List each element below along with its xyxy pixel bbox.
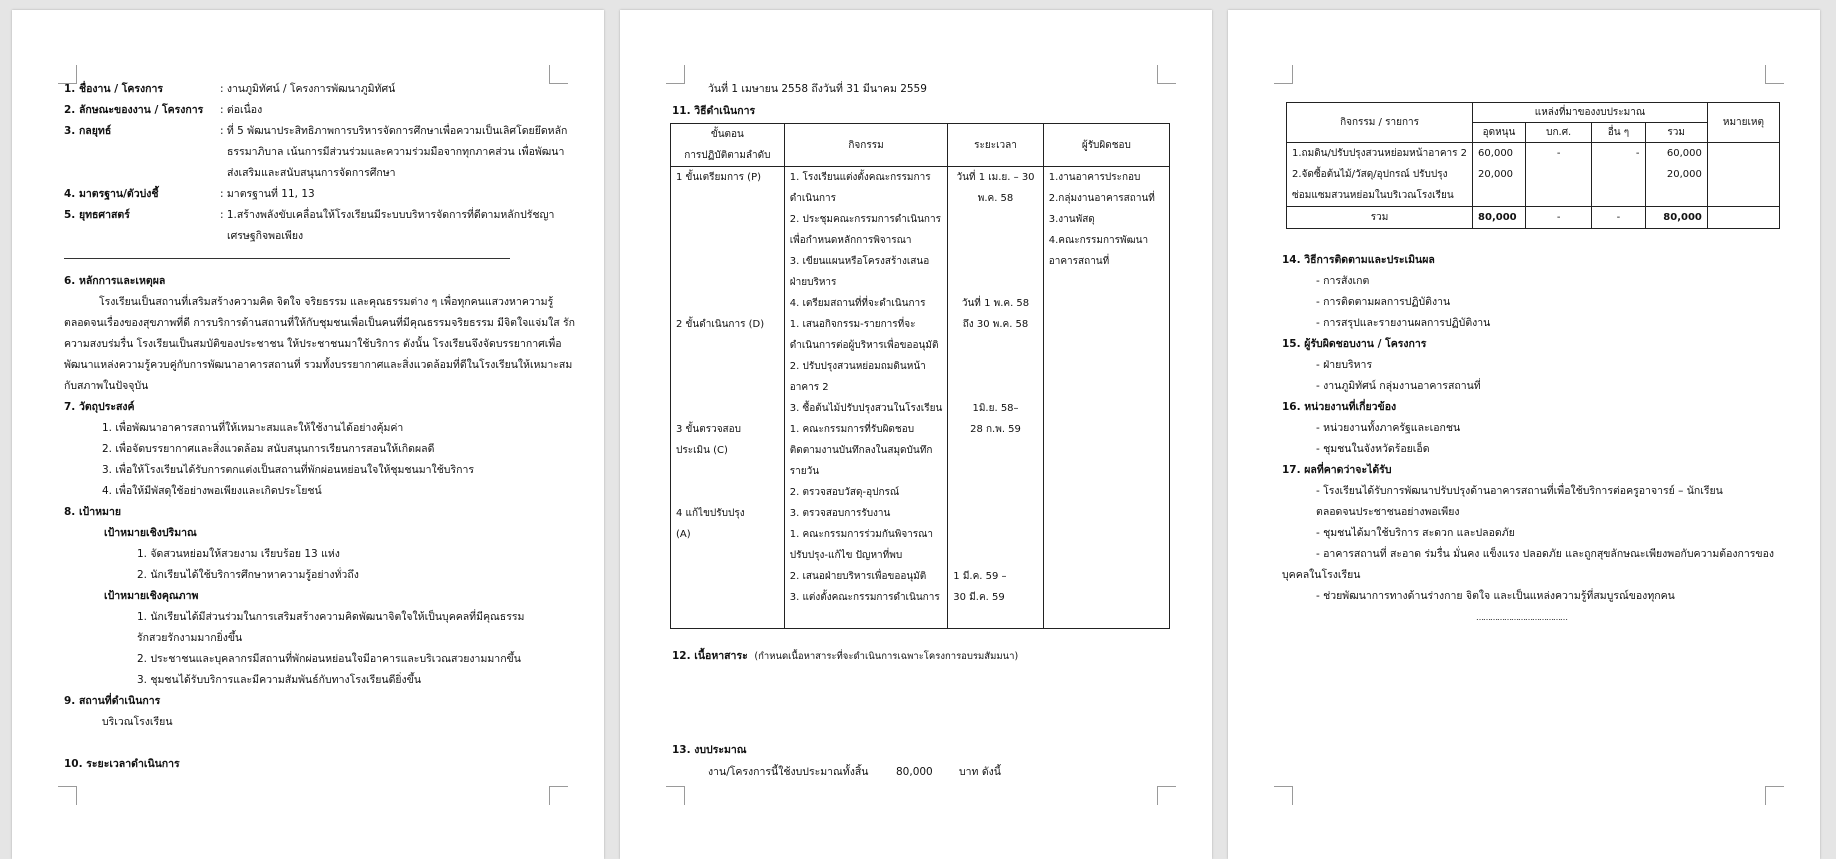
section-15-item: - ฝ่ายบริหาร	[1316, 359, 1373, 371]
target-item: รักสวยรักงามมากยิ่งขึ้น	[137, 632, 243, 644]
period-line: 1มิ.ย. 58–	[972, 403, 1019, 414]
responsible-line: 3.งานพัสดุ	[1048, 214, 1095, 225]
responsible-cell	[1043, 167, 1169, 629]
period-line: 30 มี.ค. 59	[953, 592, 1005, 603]
section-1-label: 1. ชื่องาน / โครงการ	[64, 83, 164, 95]
step-header-line: ขั้นตอน	[710, 129, 744, 140]
target-item: 2. ประชาชนและบุคลากรมีสถานที่พักผ่อนหย่อนใจมีอาคารและบริเวณสวยงามมากขึ้น	[137, 653, 521, 665]
section-15-heading: 15. ผู้รับผิดชอบงาน / โครงการ	[1282, 338, 1427, 350]
activity-line: 1. เสนอกิจกรรม-รายการที่จะ	[789, 319, 916, 330]
stage-step-line: 2 ขั้นดำเนินการ (D)	[676, 319, 765, 330]
responsible-line: 4.คณะกรรมการพัฒนา	[1048, 235, 1149, 246]
result-line: - อาคารสถานที่ สะอาด ร่มรื่น มั่นคง แข็งแรง ปลอดภัย และถูกสุขลักษณะเพียงพอกับความต้องการของ	[1316, 548, 1775, 560]
budget-subheader: บก.ศ.	[1525, 123, 1592, 143]
budget-total-bks: -	[1525, 207, 1592, 229]
crop-mark	[549, 65, 568, 84]
objective-item: 2. เพื่อจัดบรรยากาศและสิ่งแวดล้อม สนับสนุนการเรียนการสอนให้เกิดผลดี	[102, 443, 435, 455]
budget-amount: 80,000	[896, 766, 933, 778]
activity-header: กิจกรรม	[784, 124, 948, 167]
section-1-value: : งานภูมิทัศน์ / โครงการพัฒนาภูมิทัศน์	[220, 83, 396, 95]
period-header: ระยะเวลา	[948, 124, 1043, 167]
activity-line: ปรับปรุง-แก้ไข ปัญหาที่พบ	[789, 550, 903, 561]
budget-value: -	[1556, 148, 1561, 159]
activity-line: 2. ตรวจสอบวัสดุ-อุปกรณ์	[789, 487, 900, 498]
paragraph-line: ตลอดจนเรื่องของสุขภาพที่ดี การบริการด้านสถานที่ให้กับชุมชนเพื่อเป็นคนที่มีคุณธรรมจริยธรรม มีจิตใจแจ่มใส รัก	[64, 317, 575, 329]
budget-subheader: อื่น ๆ	[1592, 123, 1645, 143]
budget-total-subsidy: 80,000	[1473, 207, 1526, 229]
objective-item: 3. เพื่อให้โรงเรียนได้รับการตกแต่งเป็นสถานที่พักผ่อนหย่อนใจให้ชุมชนมาใช้บริการ	[102, 464, 474, 476]
section-13-heading: 13. งบประมาณ	[672, 744, 747, 756]
section-9-value: บริเวณโรงเรียน	[102, 716, 173, 728]
crop-mark	[666, 65, 685, 84]
budget-subheader: อุดหนุน	[1473, 123, 1526, 143]
budget-unit: บาท ดังนี้	[959, 766, 1001, 778]
activity-line: 3. ตรวจสอบการรับงาน	[789, 508, 891, 519]
crop-mark	[1157, 65, 1176, 84]
responsible-line: 2.กลุ่มงานอาคารสถานที่	[1048, 193, 1155, 204]
section-4-value: : มาตรฐานที่ 11, 13	[220, 188, 315, 200]
budget-activity-header: กิจกรรม / รายการ	[1287, 103, 1473, 143]
section-12-heading: 12. เนื้อหาสาระ	[672, 650, 748, 662]
activity-line: 2. ปรับปรุงสวนหย่อมถมดินหน้า	[789, 361, 926, 372]
result-line: - ช่วยพัฒนาการทางด้านร่างกาย จิตใจ และเป็นแหล่งความรู้ที่สมบูรณ์ของทุกคน	[1316, 590, 1675, 602]
period-line: 28 ก.พ. 59	[970, 424, 1021, 435]
budget-row	[1287, 143, 1780, 207]
section-3-label: 3. กลยุทธ์	[64, 125, 112, 137]
period-line: วันที่ 1 พ.ค. 58	[961, 298, 1030, 309]
crop-mark	[58, 786, 77, 805]
crop-mark	[1274, 786, 1293, 805]
crop-mark	[666, 786, 685, 805]
result-line: ตลอดจนประชาชนอย่างพอเพียง	[1316, 506, 1460, 518]
section-9-heading: 9. สถานที่ดำเนินการ	[64, 695, 161, 707]
step-header	[671, 124, 785, 167]
budget-text: งาน/โครงการนี้ใช้งบประมาณทั้งสิ้น	[708, 766, 869, 778]
stage-step-line: ประเมิน (C)	[676, 445, 728, 456]
section-17-heading: 17. ผลที่คาดว่าจะได้รับ	[1282, 464, 1392, 476]
activity-line: 2. เสนอฝ่ายบริหารเพื่อขออนุมัติ	[789, 571, 927, 582]
activity-line: เพื่อกำหนดหลักการพิจารณา	[789, 235, 912, 246]
step-header-line: การปฏิบัติตามลำดับ	[684, 150, 771, 161]
target-item: 1. นักเรียนได้มีส่วนร่วมในการเสริมสร้างความคิดพัฒนาจิตใจให้เป็นบุคคลที่มีคุณธรรม	[137, 611, 525, 623]
section-14-item: - การติดตามผลการปฏิบัติงาน	[1316, 296, 1451, 308]
budget-other-cell	[1592, 143, 1645, 207]
section-14-item: - การสรุปและรายงานผลการปฏิบัติงาน	[1316, 317, 1491, 329]
activity-line: 3. เขียนแผนหรือโครงสร้างเสนอ	[789, 256, 930, 267]
budget-total-remark	[1707, 207, 1779, 229]
crop-mark	[1765, 786, 1784, 805]
activity-line: 1. คณะกรรมการที่รับผิดชอบ	[789, 424, 915, 435]
period-line: พ.ค. 58	[977, 193, 1014, 204]
budget-total-cell	[1645, 143, 1707, 207]
activity-line: 3. ซื้อต้นไม้ปรับปรุงสวนในโรงเรียน	[789, 403, 943, 414]
budget-source-header: แหล่งที่มาของงบประมาณ	[1473, 103, 1708, 123]
budget-remark-cell	[1707, 143, 1779, 207]
budget-subsidy-cell	[1473, 143, 1526, 207]
activity-line: ฝ่ายบริหาร	[789, 277, 837, 288]
stage-step-line: 1 ขั้นเตรียมการ (P)	[676, 172, 761, 183]
section-10-heading: 10. ระยะเวลาดำเนินการ	[64, 758, 180, 770]
section-3-line: ส่งเสริมและสนับสนุนการจัดการศึกษา	[227, 167, 396, 179]
budget-value: 20,000	[1666, 169, 1702, 180]
budget-total-row	[1287, 207, 1780, 229]
budget-bks-cell	[1525, 143, 1592, 207]
periods-cell	[948, 167, 1043, 629]
objective-item: 4. เพื่อให้มีพัสดุใช้อย่างพอเพียงและเกิดประโยชน์	[102, 485, 322, 497]
section-14-item: - การสังเกต	[1316, 275, 1370, 287]
quant-target-heading: เป้าหมายเชิงปริมาณ	[104, 527, 197, 539]
section-11-heading: 11. วิธีดำเนินการ	[672, 105, 756, 117]
section-5-line: เศรษฐกิจพอเพียง	[227, 230, 304, 242]
stage-step-line: (A)	[676, 529, 691, 540]
steps-cell	[671, 167, 785, 629]
document-page-3	[1228, 10, 1820, 859]
responsible-header: ผู้รับผิดชอบ	[1043, 124, 1169, 167]
activities-cell	[784, 167, 948, 629]
section-8-heading: 8. เป้าหมาย	[64, 506, 121, 518]
budget-total-label: รวม	[1287, 207, 1473, 229]
budget-value: 60,000	[1478, 148, 1514, 159]
section-15-item: - งานภูมิทัศน์ กลุ่มงานอาคารสถานที่	[1316, 380, 1481, 392]
section-3-line: : ที่ 5 พัฒนาประสิทธิภาพการบริหารจัดการศึกษาเพื่อความเป็นเลิศโดยยึดหลัก	[220, 125, 568, 137]
budget-value: -	[1635, 148, 1640, 159]
paragraph-line: กับสภาพในปัจจุบัน	[64, 380, 149, 392]
section-divider	[64, 258, 510, 259]
period-line: วันที่ 1 เม.ย. – 30	[956, 172, 1035, 183]
section-7-heading: 7. วัตถุประสงค์	[64, 401, 135, 413]
section-16-item: - ชุมชนในจังหวัดร้อยเอ็ด	[1316, 443, 1430, 455]
objective-item: 1. เพื่อพัฒนาอาคารสถานที่ให้เหมาะสมและให้ใช้งานได้อย่างคุ้มค่า	[102, 422, 404, 434]
operation-plan-table	[670, 123, 1170, 629]
document-page-1	[12, 10, 604, 859]
activity-line: ดำเนินการ	[789, 193, 837, 204]
activity-line: 4. เตรียมสถานที่ที่จะดำเนินการ	[789, 298, 926, 309]
activity-line: 2. ประชุมคณะกรรมการดำเนินการ	[789, 214, 941, 225]
paragraph-line: ความสงบร่มรื่น โรงเรียนเป็นสมบัติของประชาชน ให้ประชาชนมาใช้บริการ ดังนั้น โรงเรียนจึงจัดบรรยากาศเพื่อ	[64, 338, 562, 350]
section-5-line: : 1.สร้างพลังขับเคลื่อนให้โรงเรียนมีระบบบริหารจัดการที่ดีตามหลักปรัชญา	[220, 209, 555, 221]
budget-activity-line: 1.ถมดิน/ปรับปรุงสวนหย่อมหน้าอาคาร 2	[1292, 148, 1468, 159]
section-16-item: - หน่วยงานทั้งภาครัฐและเอกชน	[1316, 422, 1461, 434]
activity-line: 1. คณะกรรมการร่วมกันพิจารณา	[789, 529, 934, 540]
document-page-2	[620, 10, 1212, 859]
crop-mark	[1765, 65, 1784, 84]
budget-total-sum: 80,000	[1645, 207, 1707, 229]
paragraph-line: โรงเรียนเป็นสถานที่เสริมสร้างความคิด จิตใจ จริยธรรม และคุณธรรมต่าง ๆ เพื่อทุกคนแสวงหาความรู้	[99, 296, 554, 308]
stage-step-line: 4 แก้ไขปรับปรุง	[676, 508, 745, 519]
section-6-heading: 6. หลักการและเหตุผล	[64, 275, 166, 287]
budget-value: 20,000	[1478, 169, 1514, 180]
qual-target-heading: เป้าหมายเชิงคุณภาพ	[104, 590, 199, 602]
section-5-label: 5. ยุทธศาสตร์	[64, 209, 130, 221]
operation-period: วันที่ 1 เมษายน 2558 ถึงวันที่ 31 มีนาคม 2559	[708, 83, 927, 95]
period-line: ถึง 30 พ.ค. 58	[962, 319, 1029, 330]
budget-value: 60,000	[1666, 148, 1702, 159]
budget-activity-line: 2.จัดซื้อต้นไม้/วัสดุ/อุปกรณ์ ปรับปรุง	[1292, 169, 1448, 180]
budget-subheader: รวม	[1645, 123, 1707, 143]
budget-total-other: -	[1592, 207, 1645, 229]
crop-mark	[1157, 786, 1176, 805]
result-line: บุคคลในโรงเรียน	[1282, 569, 1361, 581]
section-2-value: : ต่อเนื่อง	[220, 104, 263, 116]
budget-activity-cell	[1287, 143, 1473, 207]
activity-line: ดำเนินการต่อผู้บริหารเพื่อขออนุมัติ	[789, 340, 939, 351]
activity-line: 3. แต่งตั้งคณะกรรมการดำเนินการ	[789, 592, 940, 603]
activity-line: อาคาร 2	[789, 382, 829, 393]
section-16-heading: 16. หน่วยงานที่เกี่ยวข้อง	[1282, 401, 1397, 413]
section-12	[672, 646, 1018, 667]
target-item: 2. นักเรียนได้ใช้บริการศึกษาหาความรู้อย่างทั่วถึง	[137, 569, 359, 581]
dotted-line: …………………………………	[1476, 613, 1567, 622]
activity-line: ติดตามงานบันทึกลงในสมุดบันทึก	[789, 445, 933, 456]
target-item: 1. จัดสวนหย่อมให้สวยงาม เรียบร้อย 13 แห่ง	[137, 548, 340, 560]
result-line: - ชุมชนได้มาใช้บริการ สะดวก และปลอดภัย	[1316, 527, 1515, 539]
period-line: 1 มี.ค. 59 –	[953, 571, 1007, 582]
crop-mark	[549, 786, 568, 805]
budget-table	[1286, 102, 1780, 229]
budget-remark-header: หมายเหตุ	[1707, 103, 1779, 143]
responsible-line: อาคารสถานที่	[1048, 256, 1110, 267]
paragraph-line: พัฒนาแหล่งความรู้ควบคู่กับการพัฒนาอาคารสถานที่ รวมทั้งบรรยากาศและสิ่งแวดล้อมที่ดีในโรงเรียนให้เหมาะสม	[64, 359, 573, 371]
activity-line: รายวัน	[789, 466, 820, 477]
stage-step-line: 3 ขั้นตรวจสอบ	[676, 424, 742, 435]
section-12-note: (กำหนดเนื้อหาสาระที่จะดำเนินการเฉพาะโครงการอบรมสัมมนา)	[754, 651, 1019, 662]
activity-line: 1. โรงเรียนแต่งตั้งคณะกรรมการ	[789, 172, 931, 183]
responsible-line: 1.งานอาคารประกอบ	[1048, 172, 1141, 183]
target-item: 3. ชุมชนได้รับบริการและมีความสัมพันธ์กับทางโรงเรียนดียิ่งขึ้น	[137, 674, 422, 686]
section-3-line: ธรรมาภิบาล เน้นการมีส่วนร่วมและความร่วมมือจากทุกภาคส่วน เพื่อพัฒนา	[227, 146, 565, 158]
section-2-label: 2. ลักษณะของงาน / โครงการ	[64, 104, 204, 116]
budget-activity-line: ซ่อมแซมสวนหย่อมในบริเวณโรงเรียน	[1292, 190, 1454, 201]
result-line: - โรงเรียนได้รับการพัฒนาปรับปรุงด้านอาคารสถานที่เพื่อใช้บริการต่อครูอาจารย์ – นักเรียน	[1316, 485, 1723, 497]
section-4-label: 4. มาตรฐาน/ตัวบ่งชี้	[64, 188, 159, 200]
section-14-heading: 14. วิธีการติดตามและประเมินผล	[1282, 254, 1435, 266]
crop-mark	[1274, 65, 1293, 84]
